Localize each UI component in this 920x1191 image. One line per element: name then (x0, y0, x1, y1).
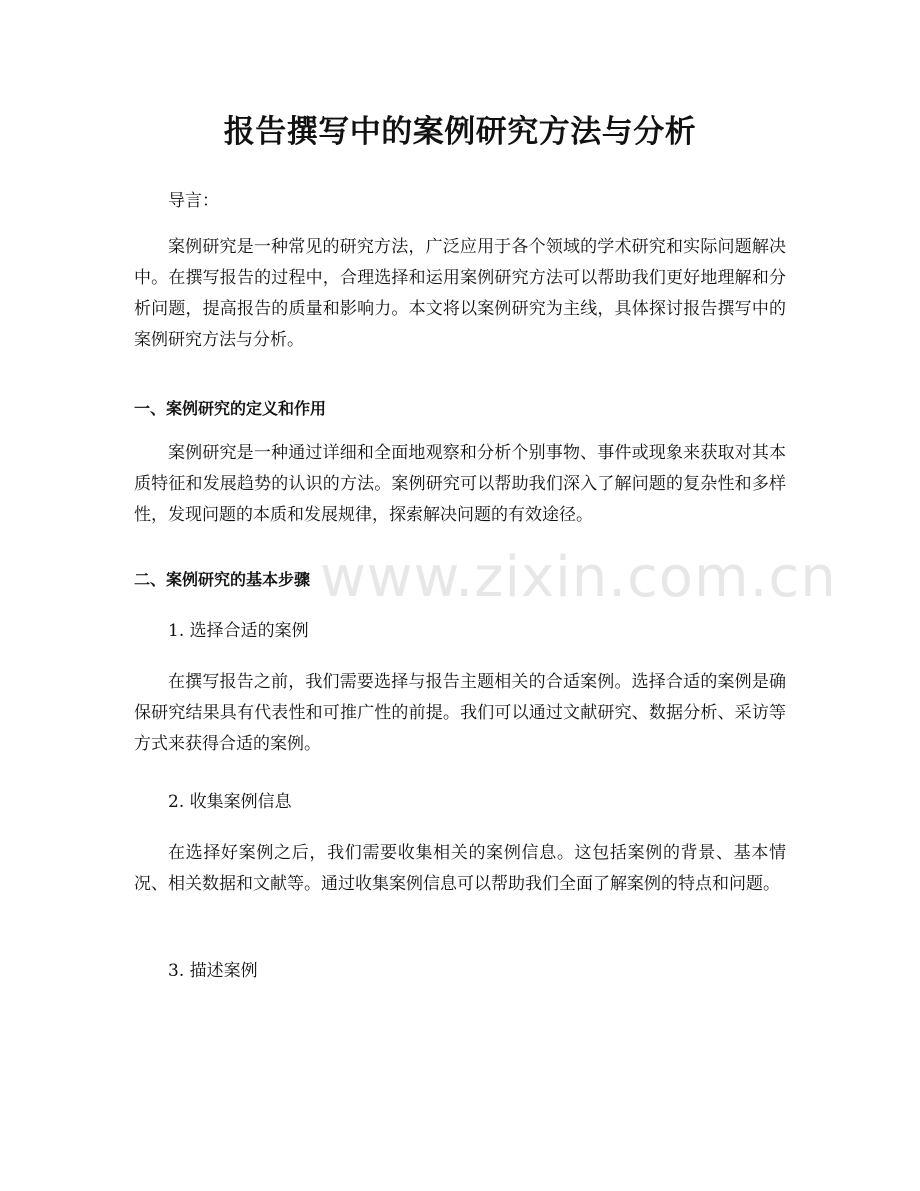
step-1-paragraph: 在撰写报告之前，我们需要选择与报告主题相关的合适案例。选择合适的案例是确保研究结果具有代表性和可推广性的前提。我们可以通过文献研究、数据分析、采访等方式来获得合适的案例。 (134, 672, 786, 754)
watermark: www.zixin.com.cn (320, 545, 837, 610)
intro-paragraph: 案例研究是一种常见的研究方法，广泛应用于各个领域的学术研究和实际问题解决中。在撰写报告的过程中，合理选择和运用案例研究方法可以帮助我们更好地理解和分析问题，提高报告的质量和影响力。本文将以案例研究为主线，具体探讨报告撰写中的案例研究方法与分析。 (134, 237, 786, 350)
step-1-title: 1. 选择合适的案例 (168, 621, 309, 641)
section-1-heading: 一、案例研究的定义和作用 (134, 399, 327, 418)
step-2-title: 2. 收集案例信息 (168, 792, 292, 812)
step-2-paragraph: 在选择好案例之后，我们需要收集相关的案例信息。这包括案例的背景、基本情况、相关数据和文献等。通过收集案例信息可以帮助我们全面了解案例的特点和问题。 (134, 843, 786, 894)
step-3-title: 3. 描述案例 (168, 961, 258, 981)
section-1-paragraph: 案例研究是一种通过详细和全面地观察和分析个别事物、事件或现象来获取对其本质特征和发展趋势的认识的方法。案例研究可以帮助我们深入了解问题的复杂性和多样性，发现问题的本质和发展规律，探索解决问题的有效途径。 (134, 443, 786, 525)
page-title: 报告撰写中的案例研究方法与分析 (223, 114, 697, 150)
intro-label: 导言： (168, 191, 219, 211)
section-2-heading: 二、案例研究的基本步骤 (134, 570, 311, 589)
